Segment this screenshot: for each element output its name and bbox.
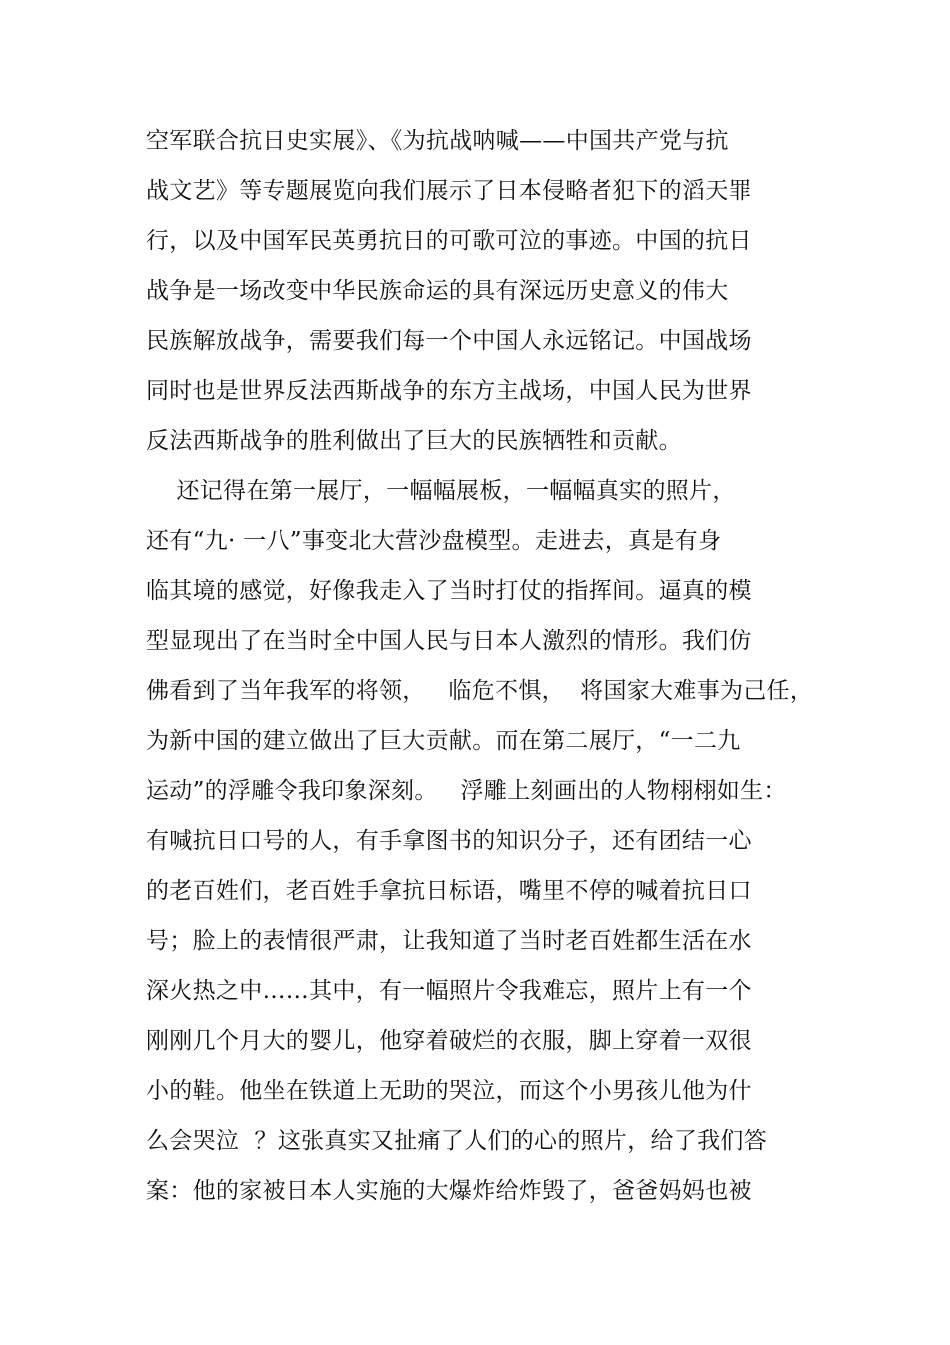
text-line: 刚刚几个月大的婴儿，他穿着破烂的衣服，脚上穿着一双很 <box>146 1028 752 1054</box>
text-line: 战文艺》等专题展览向我们展示了日本侵略者犯下的滔天罪 <box>146 178 752 204</box>
text-line: 行，以及中国军民英勇抗日的可歌可泣的事迹。中国的抗日 <box>146 228 752 254</box>
text-line: 小的鞋。他坐在铁道上无助的哭泣，而这个小男孩儿他为什 <box>146 1078 752 1104</box>
text-line: 有喊抗日口号的人，有手拿图书的知识分子，还有团结一心 <box>146 828 752 854</box>
text-line: 佛看到了当年我军的将领， 临危不惧， 将国家大难事为己任， <box>146 678 814 704</box>
text-line: 同时也是世界反法西斯战争的东方主战场，中国人民为世界 <box>146 378 752 404</box>
paragraph-start-line: 还记得在第一展厅，一幅幅展板，一幅幅真实的照片， <box>146 478 736 504</box>
text-line: 战争是一场改变中华民族命运的具有深远历史意义的伟大 <box>146 278 729 304</box>
text-line: 运动”的浮雕令我印象深刻。 浮雕上刻画出的人物栩栩如生： <box>146 778 787 804</box>
text-line: 号；脸上的表情很严肃，让我知道了当时老百姓都生活在水 <box>146 928 752 954</box>
text-line: 反法西斯战争的胜利做出了巨大的民族牺牲和贡献。 <box>146 428 682 454</box>
text-line: 案：他的家被日本人实施的大爆炸给炸毁了，爸爸妈妈也被 <box>146 1178 752 1204</box>
text-line: 型显现出了在当时全中国人民与日本人激烈的情形。我们仿 <box>146 628 752 654</box>
text-line: 为新中国的建立做出了巨大贡献。而在第二展厅，“一二九 <box>146 728 741 754</box>
text-line: 民族解放战争，需要我们每一个中国人永远铭记。中国战场 <box>146 328 752 354</box>
text-line: 么会哭泣 ？这张真实又扯痛了人们的心的照片，给了我们答 <box>146 1128 768 1154</box>
text-line: 的老百姓们，老百姓手拿抗日标语，嘴里不停的喊着抗日口 <box>146 878 752 904</box>
text-line: 临其境的感觉，好像我走入了当时打仗的指挥间。逼真的模 <box>146 578 752 604</box>
text-line: 深火热之中……其中，有一幅照片令我难忘，照片上有一个 <box>146 978 752 1004</box>
text-line: 空军联合抗日史实展》、《为抗战呐喊——中国共产党与抗 <box>146 128 729 154</box>
text-line: 还有“九· 一八”事变北大营沙盘模型。走进去，真是有身 <box>146 528 722 554</box>
